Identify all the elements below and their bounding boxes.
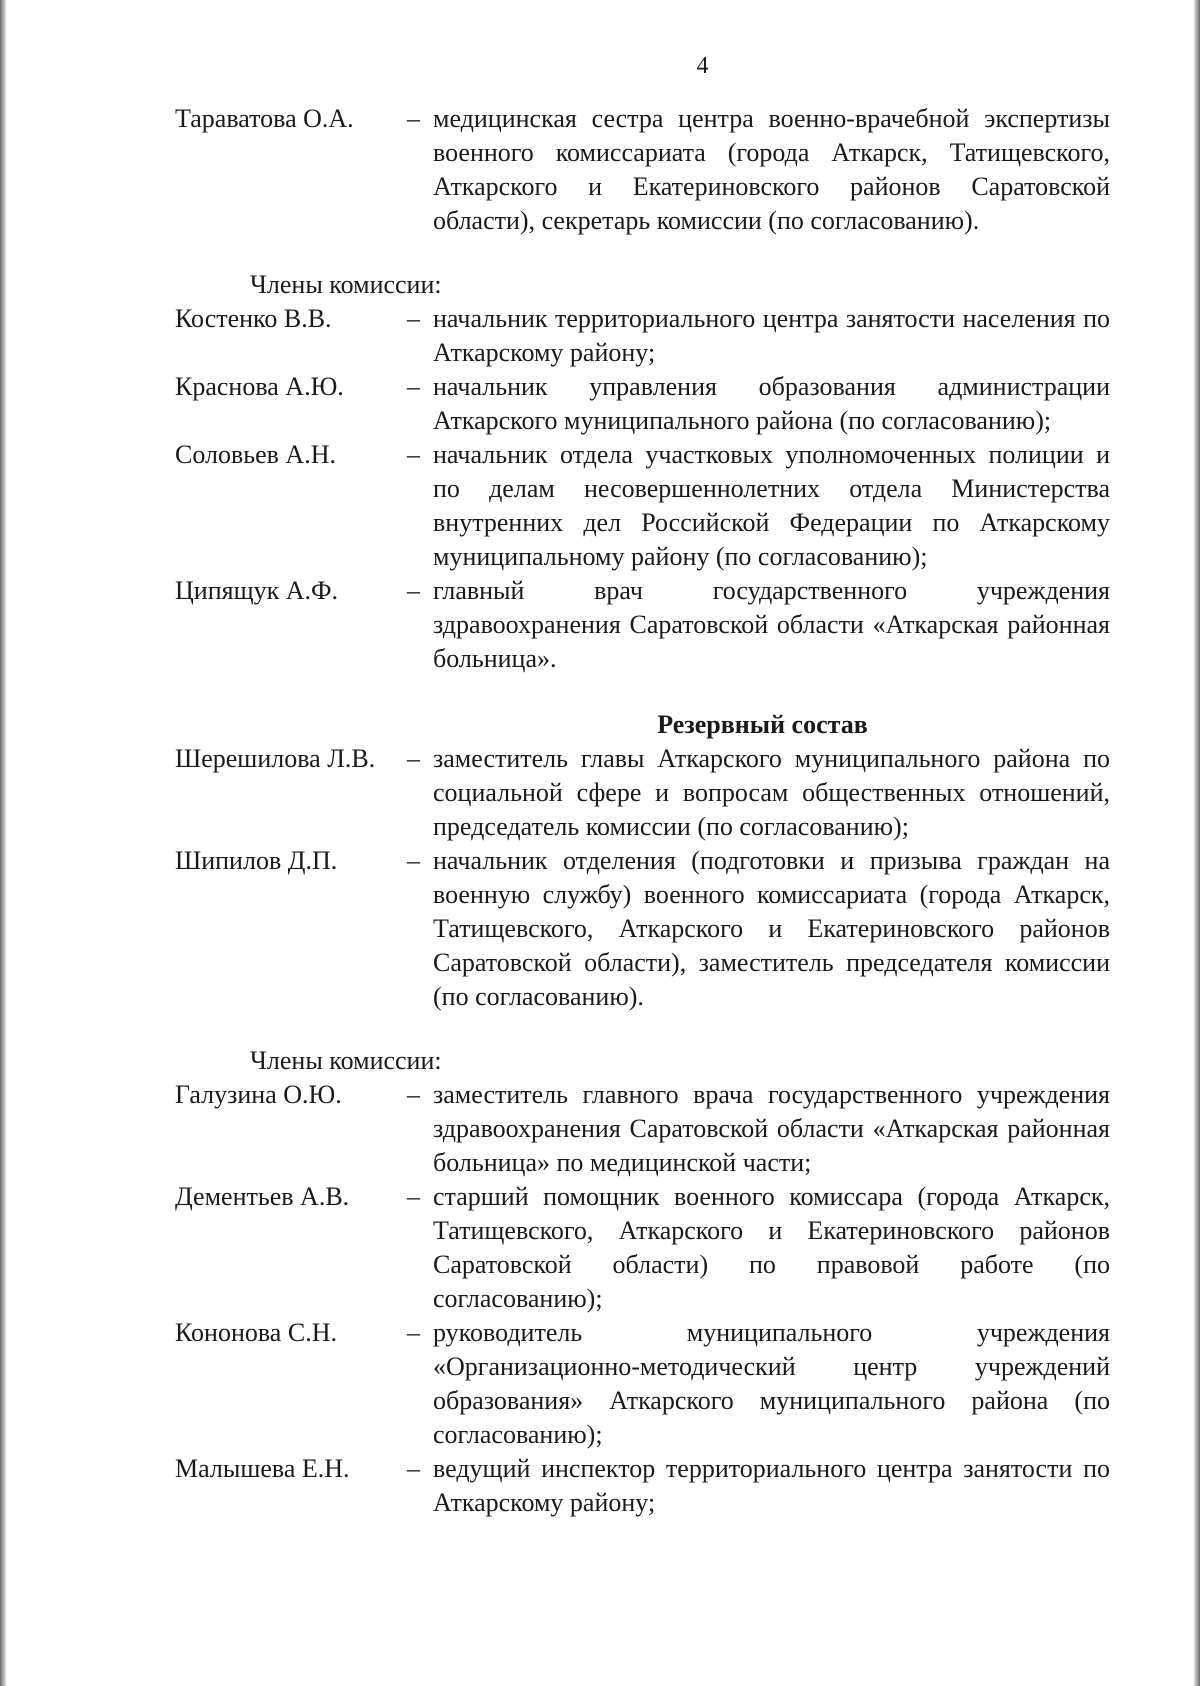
person-name: Дементьев А.В. xyxy=(175,1182,350,1211)
list-item xyxy=(175,370,1110,438)
person-role: заместитель главы Аткарского муниципального района по социальной сфере и вопросам общественных отношений, председатель комиссии (по согласованию); xyxy=(433,744,1110,841)
list-item xyxy=(175,1316,1110,1452)
dash-separator: – xyxy=(407,372,420,401)
person-name: Шипилов Д.П. xyxy=(175,846,338,875)
person-name: Галузина О.Ю. xyxy=(175,1080,342,1109)
person-role: начальник управления образования администрации Аткарского муниципального района (по согласованию); xyxy=(433,372,1110,435)
person-role: руководитель муниципального учреждения «Организационно-методический центр учреждений образования» Аткарского муниципального района (по согласованию); xyxy=(433,1318,1110,1449)
person-role: начальник отдела участковых уполномоченных полиции и по делам несовершеннолетних отдела Министерства внутренних дел Российской Федерации по Аткарскому муниципальному району (по согласованию); xyxy=(433,440,1110,571)
secretary-entry xyxy=(175,102,1110,238)
person-name: Тараватова О.А. xyxy=(175,104,354,133)
person-role: медицинская сестра центра военно-врачебной экспертизы военного комиссариата (города Аткарск, Татищевского, Аткарского и Екатериновского районов Саратовской области), секретарь комиссии (по согласованию). xyxy=(433,104,1110,235)
scan-edge-right xyxy=(1193,0,1200,1686)
list-item xyxy=(175,1180,1110,1316)
members-heading-reserve: Члены комиссии: xyxy=(250,1046,442,1075)
dash-separator: – xyxy=(407,576,420,605)
person-role: ведущий инспектор территориального центра занятости по Аткарскому району; xyxy=(433,1454,1110,1517)
list-item xyxy=(175,742,1110,844)
scan-edge-left xyxy=(0,0,7,1686)
person-role: главный врач государственного учреждения здравоохранения Саратовской области «Аткарская районная больница». xyxy=(433,576,1110,673)
reserve-members-list xyxy=(175,1078,1110,1520)
dash-separator: – xyxy=(407,104,420,133)
members-heading-main: Члены комиссии: xyxy=(250,270,442,299)
dash-separator: – xyxy=(407,440,420,469)
person-name: Малышева Е.Н. xyxy=(175,1454,350,1483)
person-name: Кононова С.Н. xyxy=(175,1318,337,1347)
person-role: заместитель главного врача государственного учреждения здравоохранения Саратовской области «Аткарская районная больница» по медицинской части; xyxy=(433,1080,1110,1177)
person-role: начальник территориального центра занятости населения по Аткарскому району; xyxy=(433,304,1110,367)
main-members-list xyxy=(175,302,1110,676)
list-item xyxy=(175,574,1110,676)
reserve-section-title: Резервный состав xyxy=(657,710,868,739)
person-name: Шерешилова Л.В. xyxy=(175,744,376,773)
dash-separator: – xyxy=(407,1454,420,1483)
person-name: Соловьев А.Н. xyxy=(175,440,336,469)
list-item xyxy=(175,1078,1110,1180)
document-page xyxy=(175,52,1110,1520)
dash-separator: – xyxy=(407,846,420,875)
dash-separator: – xyxy=(407,1080,420,1109)
dash-separator: – xyxy=(407,744,420,773)
person-role: старший помощник военного комиссара (города Аткарск, Татищевского, Аткарского и Екатериновского районов Саратовской области) по правовой работе (по согласованию); xyxy=(433,1182,1110,1313)
reserve-leaders-list xyxy=(175,742,1110,1014)
list-item xyxy=(175,438,1110,574)
person-role: начальник отделения (подготовки и призыва граждан на военную службу) военного комиссариата (города Аткарск, Татищевского, Аткарского и Екатериновского районов Саратовской области), заместитель председателя комиссии (по согласованию). xyxy=(433,846,1110,1011)
page-number: 4 xyxy=(696,53,709,79)
dash-separator: – xyxy=(407,304,420,333)
list-item xyxy=(175,1452,1110,1520)
person-name: Костенко В.В. xyxy=(175,304,332,333)
dash-separator: – xyxy=(407,1318,420,1347)
list-item xyxy=(175,302,1110,370)
dash-separator: – xyxy=(407,1182,420,1211)
list-item xyxy=(175,844,1110,1014)
person-name: Ципящук А.Ф. xyxy=(175,576,339,605)
person-name: Краснова А.Ю. xyxy=(175,372,344,401)
